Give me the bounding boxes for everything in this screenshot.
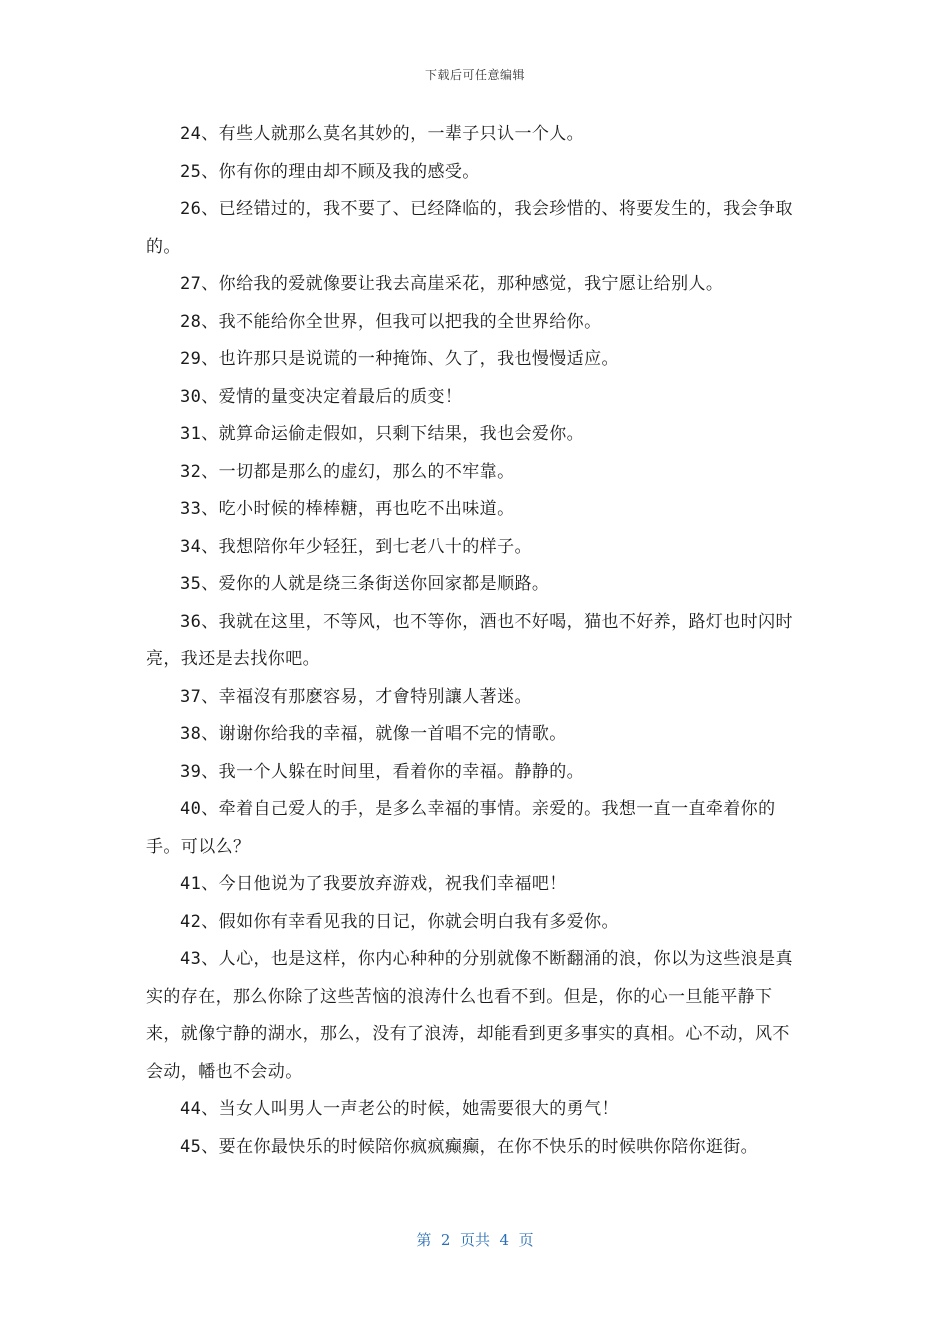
paragraph-42: 42、假如你有幸看见我的日记，你就会明白我有多爱你。 xyxy=(180,911,619,932)
paragraph-39: 39、我一个人躲在时间里，看着你的幸福。静静的。 xyxy=(180,761,585,782)
paragraph-34: 34、我想陪你年少轻狂，到七老八十的样子。 xyxy=(180,536,532,557)
page-header: 下载后可任意编辑 xyxy=(424,68,525,82)
paragraph-44: 44、当女人叫男人一声老公的时候，她需要很大的勇气！ xyxy=(180,1099,619,1119)
paragraph-33: 33、吃小时候的棒棒糖，再也吃不出味道。 xyxy=(180,499,515,519)
paragraph-37: 37、幸福沒有那麽容易，才會特別讓人著迷。 xyxy=(180,686,532,707)
paragraph-26: 26、已经错过的，我不要了、已经降临的，我会珍惜的、将要发生的，我会争取的。 xyxy=(146,199,793,257)
page-footer: 第 2 页共 4 页 xyxy=(416,1231,534,1249)
paragraph-40: 40、牵着自己爱人的手，是多么幸福的事情。亲爱的。我想一直一直牵着你的手。可以么？ xyxy=(146,799,776,857)
paragraph-38: 38、谢谢你给我的幸福，就像一首唱不完的情歌。 xyxy=(180,724,567,744)
paragraph-31: 31、就算命运偷走假如，只剩下结果，我也会爱你。 xyxy=(180,424,585,444)
paragraph-27: 27、你给我的爱就像要让我去高崖采花，那种感觉，我宁愿让给别人。 xyxy=(180,274,724,294)
paragraph-45: 45、要在你最快乐的时候陪你疯疯癫癫，在你不快乐的时候哄你陪你逛街。 xyxy=(180,1136,759,1157)
paragraph-30: 30、爱情的量变决定着最后的质变！ xyxy=(180,386,463,407)
paragraph-35: 35、爱你的人就是绕三条街送你回家都是顺路。 xyxy=(180,574,550,594)
paragraph-43: 43、人心，也是这样，你内心种种的分别就像不断翻涌的浪，你以为这些浪是真实的存在，那么你除了这些苦恼的浪涛什么也看不到。但是，你的心一旦能平静下来，就像宁静的湖水，那么，没有了浪涛，却能看到更多事实的真相。心不动，风不会动，幡也不会动。 xyxy=(146,949,793,1082)
paragraph-28: 28、我不能给你全世界，但我可以把我的全世界给你。 xyxy=(180,311,602,332)
paragraph-25: 25、你有你的理由却不顾及我的感受。 xyxy=(180,161,480,182)
paragraph-24: 24、有些人就那么莫名其妙的，一辈子只认一个人。 xyxy=(180,124,585,144)
paragraph-32: 32、一切都是那么的虚幻，那么的不牢靠。 xyxy=(180,461,515,482)
paragraph-41: 41、今日他说为了我要放弃游戏，祝我们幸福吧！ xyxy=(180,874,567,894)
document-body xyxy=(146,116,806,1166)
paragraph-36: 36、我就在这里，不等风，也不等你，酒也不好喝，猫也不好养，路灯也时闪时亮，我还是去找你吧。 xyxy=(146,611,793,669)
paragraph-29: 29、也许那只是说谎的一种掩饰、久了，我也慢慢适应。 xyxy=(180,349,619,369)
